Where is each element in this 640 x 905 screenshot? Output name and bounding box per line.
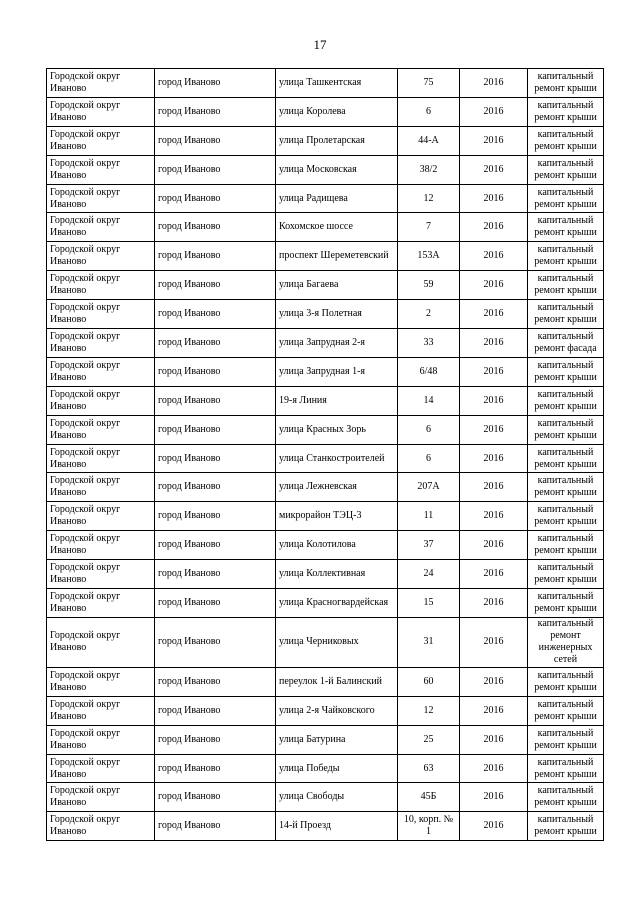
- city-cell: город Иваново: [155, 357, 276, 386]
- year-cell: 2016: [460, 126, 528, 155]
- city-cell: город Иваново: [155, 667, 276, 696]
- house-number-cell: 31: [398, 617, 460, 667]
- house-number-cell: 44-А: [398, 126, 460, 155]
- house-number-cell: 10, корп. № 1: [398, 812, 460, 841]
- street-cell: улица Колотилова: [276, 531, 398, 560]
- city-cell: город Иваново: [155, 783, 276, 812]
- house-number-cell: 207А: [398, 473, 460, 502]
- table-row: [47, 126, 604, 155]
- year-cell: 2016: [460, 754, 528, 783]
- street-cell: улица Ташкентская: [276, 69, 398, 98]
- street-cell: улица Красных Зорь: [276, 415, 398, 444]
- year-cell: 2016: [460, 213, 528, 242]
- year-cell: 2016: [460, 725, 528, 754]
- district-cell: Городской округ Иваново: [47, 473, 155, 502]
- street-cell: 14-й Проезд: [276, 812, 398, 841]
- work-type-cell: капитальный ремонт крыши: [528, 271, 604, 300]
- table-row: [47, 357, 604, 386]
- city-cell: город Иваново: [155, 754, 276, 783]
- street-cell: улица 3-я Полетная: [276, 300, 398, 329]
- street-cell: улица Запрудная 2-я: [276, 329, 398, 358]
- city-cell: город Иваново: [155, 473, 276, 502]
- work-type-cell: капитальный ремонт крыши: [528, 531, 604, 560]
- table-row: [47, 754, 604, 783]
- table-row: [47, 386, 604, 415]
- street-cell: микрорайон ТЭЦ-3: [276, 502, 398, 531]
- district-cell: Городской округ Иваново: [47, 783, 155, 812]
- year-cell: 2016: [460, 69, 528, 98]
- district-cell: Городской округ Иваново: [47, 184, 155, 213]
- district-cell: Городской округ Иваново: [47, 155, 155, 184]
- table-row: [47, 696, 604, 725]
- street-cell: улица Королева: [276, 97, 398, 126]
- city-cell: город Иваново: [155, 213, 276, 242]
- table-row: [47, 589, 604, 618]
- house-number-cell: 75: [398, 69, 460, 98]
- district-cell: Городской округ Иваново: [47, 667, 155, 696]
- table-row: [47, 444, 604, 473]
- table-row: [47, 667, 604, 696]
- work-type-cell: капитальный ремонт крыши: [528, 812, 604, 841]
- district-cell: Городской округ Иваново: [47, 69, 155, 98]
- city-cell: город Иваново: [155, 155, 276, 184]
- table-row: [47, 812, 604, 841]
- district-cell: Городской округ Иваново: [47, 300, 155, 329]
- district-cell: Городской округ Иваново: [47, 97, 155, 126]
- city-cell: город Иваново: [155, 415, 276, 444]
- year-cell: 2016: [460, 560, 528, 589]
- city-cell: город Иваново: [155, 271, 276, 300]
- work-type-cell: капитальный ремонт крыши: [528, 725, 604, 754]
- district-cell: Городской округ Иваново: [47, 444, 155, 473]
- table-row: [47, 242, 604, 271]
- year-cell: 2016: [460, 300, 528, 329]
- year-cell: 2016: [460, 696, 528, 725]
- street-cell: улица Победы: [276, 754, 398, 783]
- street-cell: улица Запрудная 1-я: [276, 357, 398, 386]
- street-cell: улица Пролетарская: [276, 126, 398, 155]
- table-row: [47, 97, 604, 126]
- district-cell: Городской округ Иваново: [47, 213, 155, 242]
- table-row: [47, 271, 604, 300]
- district-cell: Городской округ Иваново: [47, 589, 155, 618]
- street-cell: улица Московская: [276, 155, 398, 184]
- street-cell: переулок 1-й Балинский: [276, 667, 398, 696]
- house-number-cell: 24: [398, 560, 460, 589]
- table-row: [47, 184, 604, 213]
- street-cell: улица Лежневская: [276, 473, 398, 502]
- street-cell: улица Красногвардейская: [276, 589, 398, 618]
- table-row: [47, 300, 604, 329]
- work-type-cell: капитальный ремонт крыши: [528, 473, 604, 502]
- street-cell: улица Багаева: [276, 271, 398, 300]
- city-cell: город Иваново: [155, 617, 276, 667]
- house-number-cell: 12: [398, 696, 460, 725]
- house-number-cell: 60: [398, 667, 460, 696]
- work-type-cell: капитальный ремонт крыши: [528, 560, 604, 589]
- street-cell: улица Батурина: [276, 725, 398, 754]
- table-row: [47, 560, 604, 589]
- year-cell: 2016: [460, 155, 528, 184]
- year-cell: 2016: [460, 589, 528, 618]
- work-type-cell: капитальный ремонт крыши: [528, 126, 604, 155]
- work-type-cell: капитальный ремонт крыши: [528, 213, 604, 242]
- district-cell: Городской округ Иваново: [47, 812, 155, 841]
- city-cell: город Иваново: [155, 184, 276, 213]
- work-type-cell: капитальный ремонт крыши: [528, 502, 604, 531]
- year-cell: 2016: [460, 386, 528, 415]
- house-number-cell: 6: [398, 97, 460, 126]
- district-cell: Городской округ Иваново: [47, 531, 155, 560]
- district-cell: Городской округ Иваново: [47, 617, 155, 667]
- work-type-cell: капитальный ремонт крыши: [528, 386, 604, 415]
- street-cell: улица 2-я Чайковского: [276, 696, 398, 725]
- work-type-cell: капитальный ремонт крыши: [528, 242, 604, 271]
- house-number-cell: 12: [398, 184, 460, 213]
- year-cell: 2016: [460, 271, 528, 300]
- house-number-cell: 153А: [398, 242, 460, 271]
- district-cell: Городской округ Иваново: [47, 502, 155, 531]
- district-cell: Городской округ Иваново: [47, 725, 155, 754]
- work-type-cell: капитальный ремонт крыши: [528, 783, 604, 812]
- house-number-cell: 6/48: [398, 357, 460, 386]
- street-cell: улица Черниковых: [276, 617, 398, 667]
- street-cell: улица Радищева: [276, 184, 398, 213]
- city-cell: город Иваново: [155, 696, 276, 725]
- city-cell: город Иваново: [155, 589, 276, 618]
- table-row: [47, 502, 604, 531]
- house-number-cell: 38/2: [398, 155, 460, 184]
- street-cell: улица Свободы: [276, 783, 398, 812]
- work-type-cell: капитальный ремонт крыши: [528, 415, 604, 444]
- table-row: [47, 329, 604, 358]
- house-number-cell: 45Б: [398, 783, 460, 812]
- year-cell: 2016: [460, 444, 528, 473]
- city-cell: город Иваново: [155, 725, 276, 754]
- house-number-cell: 63: [398, 754, 460, 783]
- year-cell: 2016: [460, 617, 528, 667]
- house-number-cell: 11: [398, 502, 460, 531]
- district-cell: Городской округ Иваново: [47, 560, 155, 589]
- city-cell: город Иваново: [155, 812, 276, 841]
- city-cell: город Иваново: [155, 126, 276, 155]
- district-cell: Городской округ Иваново: [47, 126, 155, 155]
- work-type-cell: капитальный ремонт крыши: [528, 97, 604, 126]
- work-type-cell: капитальный ремонт крыши: [528, 300, 604, 329]
- year-cell: 2016: [460, 242, 528, 271]
- work-type-cell: капитальный ремонт крыши: [528, 696, 604, 725]
- table-row: [47, 783, 604, 812]
- work-type-cell: капитальный ремонт крыши: [528, 69, 604, 98]
- city-cell: город Иваново: [155, 531, 276, 560]
- work-type-cell: капитальный ремонт инженерных сетей: [528, 617, 604, 667]
- house-number-cell: 6: [398, 415, 460, 444]
- table-row: [47, 415, 604, 444]
- work-type-cell: капитальный ремонт крыши: [528, 754, 604, 783]
- house-number-cell: 25: [398, 725, 460, 754]
- district-cell: Городской округ Иваново: [47, 415, 155, 444]
- year-cell: 2016: [460, 473, 528, 502]
- year-cell: 2016: [460, 812, 528, 841]
- year-cell: 2016: [460, 329, 528, 358]
- city-cell: город Иваново: [155, 560, 276, 589]
- street-cell: Кохомское шоссе: [276, 213, 398, 242]
- repair-schedule-table: [46, 68, 604, 841]
- house-number-cell: 2: [398, 300, 460, 329]
- city-cell: город Иваново: [155, 242, 276, 271]
- city-cell: город Иваново: [155, 69, 276, 98]
- work-type-cell: капитальный ремонт крыши: [528, 357, 604, 386]
- work-type-cell: капитальный ремонт крыши: [528, 667, 604, 696]
- table-row: [47, 531, 604, 560]
- district-cell: Городской округ Иваново: [47, 271, 155, 300]
- page-number: 17: [313, 37, 327, 52]
- city-cell: город Иваново: [155, 97, 276, 126]
- street-cell: 19-я Линия: [276, 386, 398, 415]
- year-cell: 2016: [460, 502, 528, 531]
- house-number-cell: 37: [398, 531, 460, 560]
- year-cell: 2016: [460, 531, 528, 560]
- year-cell: 2016: [460, 415, 528, 444]
- year-cell: 2016: [460, 184, 528, 213]
- house-number-cell: 14: [398, 386, 460, 415]
- work-type-cell: капитальный ремонт крыши: [528, 589, 604, 618]
- table-row: [47, 213, 604, 242]
- city-cell: город Иваново: [155, 386, 276, 415]
- year-cell: 2016: [460, 357, 528, 386]
- street-cell: улица Коллективная: [276, 560, 398, 589]
- house-number-cell: 6: [398, 444, 460, 473]
- city-cell: город Иваново: [155, 444, 276, 473]
- district-cell: Городской округ Иваново: [47, 386, 155, 415]
- table-body: [47, 69, 604, 841]
- city-cell: город Иваново: [155, 300, 276, 329]
- work-type-cell: капитальный ремонт крыши: [528, 155, 604, 184]
- work-type-cell: капитальный ремонт фасада: [528, 329, 604, 358]
- district-cell: Городской округ Иваново: [47, 754, 155, 783]
- year-cell: 2016: [460, 783, 528, 812]
- district-cell: Городской округ Иваново: [47, 357, 155, 386]
- city-cell: город Иваново: [155, 502, 276, 531]
- street-cell: улица Станкостроителей: [276, 444, 398, 473]
- house-number-cell: 59: [398, 271, 460, 300]
- district-cell: Городской округ Иваново: [47, 242, 155, 271]
- city-cell: город Иваново: [155, 329, 276, 358]
- street-cell: проспект Шереметевский: [276, 242, 398, 271]
- year-cell: 2016: [460, 97, 528, 126]
- table-row: [47, 69, 604, 98]
- house-number-cell: 7: [398, 213, 460, 242]
- work-type-cell: капитальный ремонт крыши: [528, 444, 604, 473]
- house-number-cell: 33: [398, 329, 460, 358]
- table-row: [47, 473, 604, 502]
- district-cell: Городской округ Иваново: [47, 329, 155, 358]
- year-cell: 2016: [460, 667, 528, 696]
- table-row: [47, 725, 604, 754]
- district-cell: Городской округ Иваново: [47, 696, 155, 725]
- house-number-cell: 15: [398, 589, 460, 618]
- table-row: [47, 617, 604, 667]
- table-row: [47, 155, 604, 184]
- work-type-cell: капитальный ремонт крыши: [528, 184, 604, 213]
